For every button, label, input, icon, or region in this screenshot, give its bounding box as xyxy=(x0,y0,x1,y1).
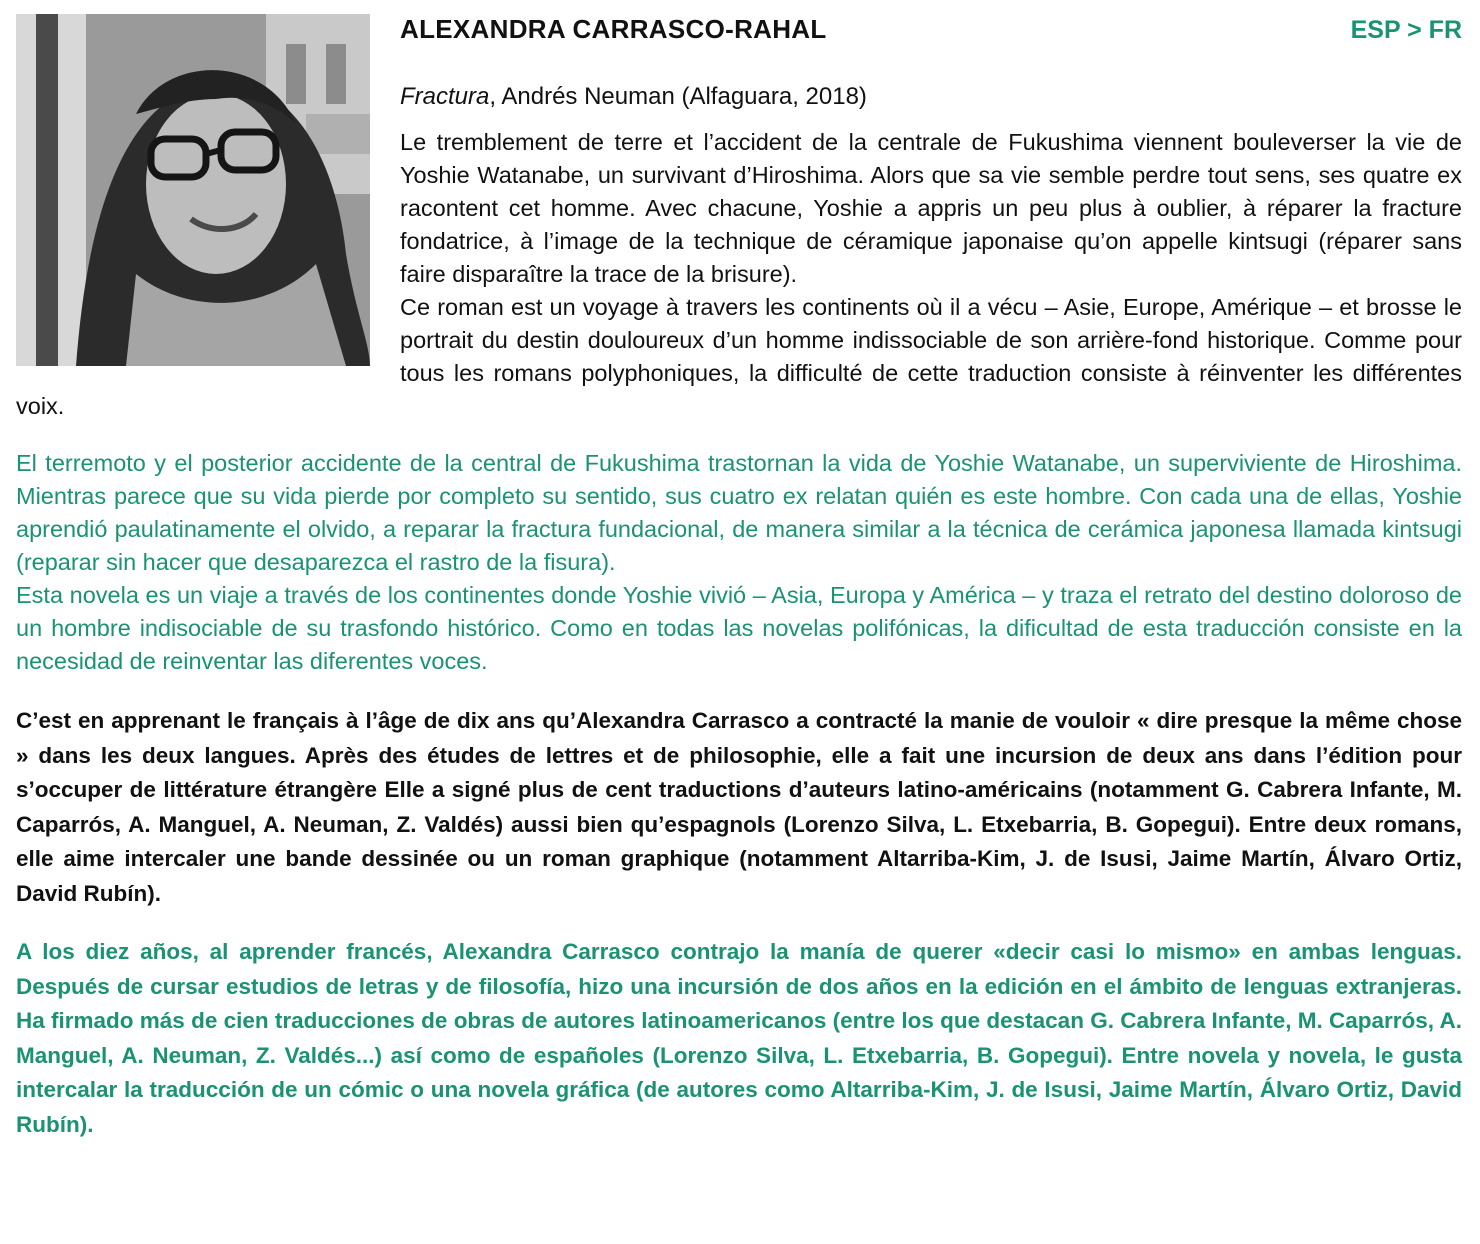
language-pair: ESP > FR xyxy=(1350,16,1462,44)
spanish-summary-paragraph-2: Esta novela es un viaje a través de los continentes donde Yoshie vivió – Asia, Europa y América – y traza el retrato del destino doloroso de un hombre indisociable de su trasfondo histórico. Como en todas las novelas polifónicas, la dificultad de esta traducción consiste en la necesidad de reinventar las diferentes voces. xyxy=(16,582,1462,674)
french-biography: C’est en apprenant le français à l’âge de dix ans qu’Alexandra Carrasco a contracté la manie de vouloir « dire presque la même chose » dans les deux langues. Après des études de lettres et de philosophie, elle a fait une incursion de deux ans dans l’édition pour s’occuper de littérature étrangère Elle a signé plus de cent traductions d’auteurs latino-américains (notamment G. Cabrera Infante, M. Caparrós, A. Manguel, A. Neuman, Z. Valdés) aussi bien qu’espagnols (Lorenzo Silva, L. Etxebarria, B. Gopegui). Entre deux romans, elle aime intercaler une bande dessinée ou un roman graphique (notamment Altarriba-Kim, J. de Isusi, Jaime Martín, Álvaro Ortiz, David Rubín). xyxy=(16,708,1462,906)
book-details: , Andrés Neuman (Alfaguara, 2018) xyxy=(489,83,867,110)
portrait-image xyxy=(16,14,370,366)
french-summary-paragraph-1: Le tremblement de terre et l’accident de la centrale de Fukushima viennent bouleverser la vie de Yoshie Watanabe, un survivant d’Hiroshima. Alors que sa vie semble perdre tout sens, ses quatre ex racontent cet homme. Avec chacune, Yoshie a appris un peu plus à oublier, à réparer la fracture fondatrice, à l’image de la technique de céramique japonaise qu’on appelle kintsugi (réparer sans faire disparaître la trace de la brisure). xyxy=(400,129,1462,287)
spanish-summary-paragraph-1: El terremoto y el posterior accidente de la central de Fukushima trastornan la vida de Yoshie Watanabe, un superviviente de Hiroshima. Mientras parece que su vida pierde por completo su sentido, sus cuatro ex relatan quién es este hombre. Con cada una de ellas, Yoshie aprendió paulatinamente el olvido, a reparar la fractura fundacional, de manera similar a la técnica de cerámica japonesa llamada kintsugi (reparar sin hacer que desaparezca el rastro de la fisura). xyxy=(16,450,1462,575)
translator-portrait-photo xyxy=(16,14,370,366)
translator-profile xyxy=(16,14,1462,1142)
translator-name: ALEXANDRA CARRASCO-RAHAL xyxy=(400,14,827,44)
spanish-biography: A los diez años, al aprender francés, Alexandra Carrasco contrajo la manía de querer «decir casi lo mismo» en ambas lenguas. Después de cursar estudios de letras y de filosofía, hizo una incursión de dos años en la edición en el ámbito de lenguas extranjeras. Ha firmado más de cien traducciones de obras de autores latinoamericanos (entre los que destacan G. Cabrera Infante, M. Caparrós, A. Manguel, A. Neuman, Z. Valdés...) así como de españoles (Lorenzo Silva, L. Etxebarria, B. Gopegui). Entre novela y novela, le gusta intercalar la traducción de un cómic o una novela gráfica (de autores como Altarriba-Kim, J. de Isusi, Jaime Martín, Álvaro Ortiz, David Rubín). xyxy=(16,939,1462,1137)
spanish-summary xyxy=(16,447,1462,678)
book-title: Fractura xyxy=(400,83,490,110)
profile-header xyxy=(400,14,1462,48)
french-summary-paragraph-2: Ce roman est un voyage à travers les continents où il a vécu – Asie, Europe, Amérique – et brosse le portrait du destin douloureux d’un homme indissociable de son arrière-fond historique. Comme pour tous les romans polyphoniques, la difficulté de cette traduction consiste à réinventer les différentes voix. xyxy=(16,294,1462,419)
